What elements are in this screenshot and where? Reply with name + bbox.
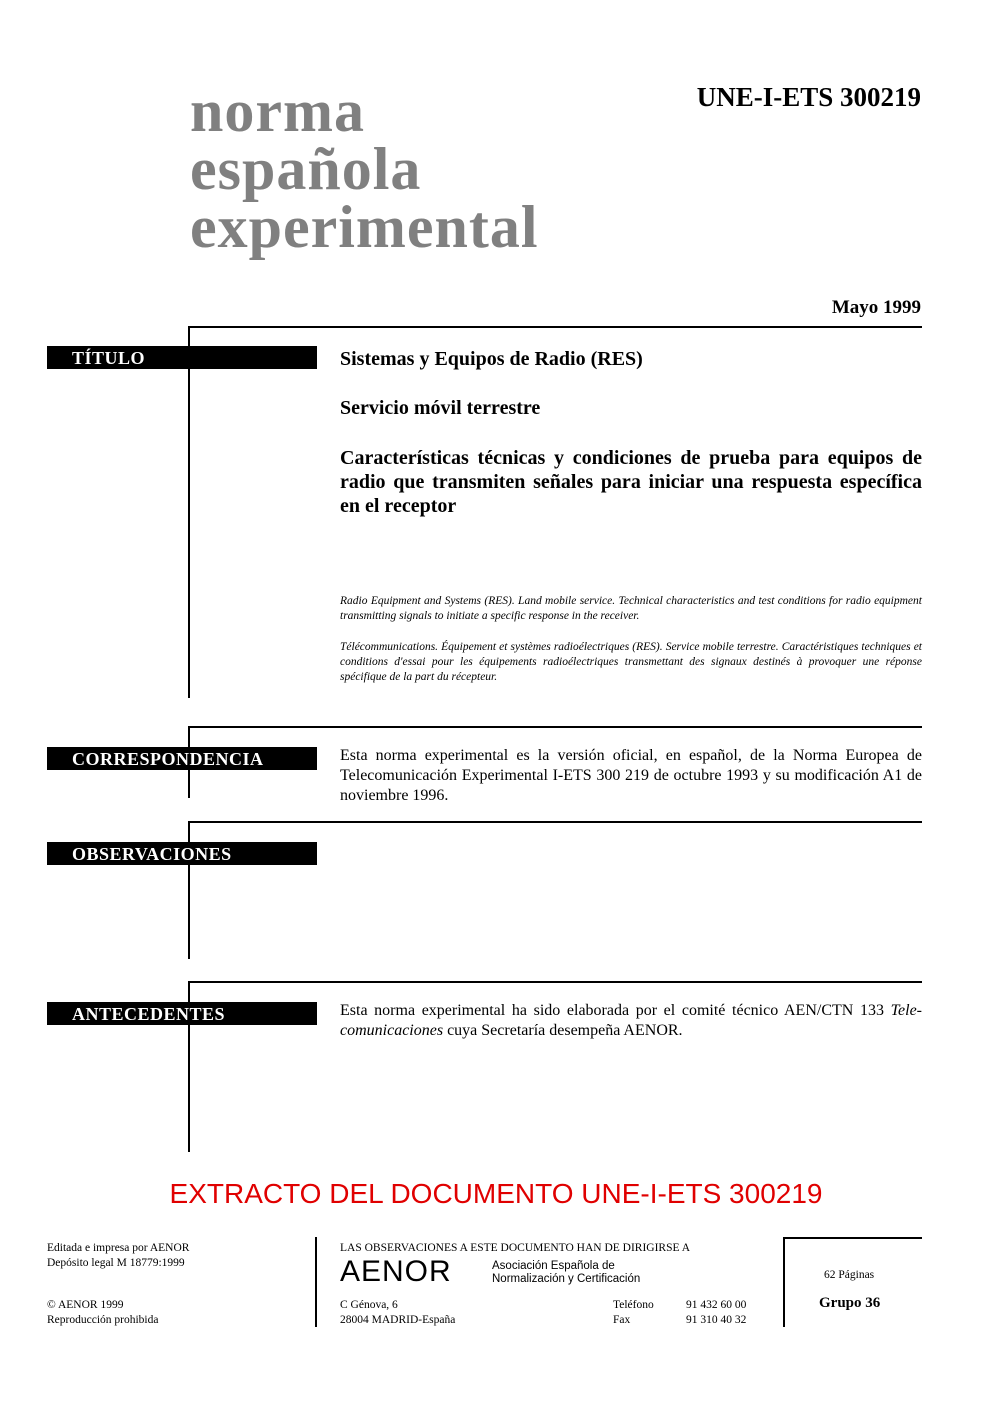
document-type-title <box>190 78 539 260</box>
title-spanish-line-3: Características técnicas y condiciones de prueba para equipos de radio que transmiten señales para iniciar una respuesta específica en el receptor <box>340 447 922 517</box>
aenor-full-name <box>492 1260 640 1286</box>
aenor-name-line-1: Asociación Española de <box>492 1260 615 1272</box>
title-line-1: norma <box>190 78 365 144</box>
section-divider <box>188 326 922 328</box>
observaciones-label: OBSERVACIONES <box>47 842 317 865</box>
title-english: Radio Equipment and Systems (RES). Land mobile service. Technical characteristics and test conditions for radio equipment transmitting signals to initiate a specific response in the receiver. <box>340 595 922 622</box>
correspondencia-label: CORRESPONDENCIA <box>47 747 317 770</box>
title-spanish-line-1: Sistemas y Equipos de Radio (RES) <box>340 348 643 370</box>
titulo-label: TÍTULO <box>47 346 317 369</box>
footer-reproduccion: Reproducción prohibida <box>47 1314 159 1326</box>
footer-copyright: © AENOR 1999 <box>47 1299 124 1311</box>
footer-fax-label: Fax <box>613 1314 631 1326</box>
footer-telefono-label: Teléfono <box>613 1299 654 1311</box>
footer-page-count: 62 Páginas <box>824 1269 875 1281</box>
section-divider <box>188 981 922 983</box>
footer-edited: Editada e impresa por AENOR <box>47 1242 190 1254</box>
correspondencia-text: Esta norma experimental es la versión oficial, en español, de la Norma Europea de Telecomunicación Experimental I-ETS 300 219 de octubre 1993 y su modificación A1 de noviembre 1996. <box>340 747 922 804</box>
antecedentes-text <box>340 1001 922 1041</box>
standard-code: UNE-I-ETS 300219 <box>696 82 921 112</box>
extract-watermark: EXTRACTO DEL DOCUMENTO UNE-I-ETS 300219 <box>169 1178 823 1209</box>
title-line-3: experimental <box>190 194 539 260</box>
footer-box-top <box>783 1237 922 1239</box>
antecedentes-committee-name: Tele-comunicaciones <box>340 1002 922 1039</box>
title-spanish-line-2: Servicio móvil terrestre <box>340 397 541 419</box>
section-vertical-line <box>188 326 190 698</box>
antecedentes-text-start: Esta norma experimental ha sido elaborada por el comité técnico AEN/CTN 133 <box>340 1002 891 1019</box>
footer-address-2: 28004 MADRID-España <box>340 1314 456 1326</box>
footer-telefono: 91 432 60 00 <box>686 1299 747 1311</box>
footer-divider-left <box>315 1237 317 1327</box>
footer-fax: 91 310 40 32 <box>686 1314 747 1326</box>
publication-date: Mayo 1999 <box>831 297 921 318</box>
aenor-logo: AENOR <box>340 1255 452 1288</box>
antecedentes-label: ANTECEDENTES <box>47 1002 317 1025</box>
title-french: Télécommunications. Équipement et systèmes radioélectriques (RES). Service mobile terrestre. Caractéristiques techniques et conditions d'essai pour les équipements radioélectriques transmettant des signaux destinés à provoquer une réponse spécifique de la part du récepteur. <box>340 641 922 683</box>
title-line-2: española <box>190 136 422 202</box>
aenor-name-line-2: Normalización y Certificación <box>492 1273 641 1285</box>
footer-grupo: Grupo 36 <box>819 1295 881 1311</box>
antecedentes-text-end: cuya Secretaría desempeña AENOR. <box>443 1022 683 1039</box>
footer-address-1: C Génova, 6 <box>340 1299 398 1311</box>
footer-deposito-legal: Depósito legal M 18779:1999 <box>47 1257 185 1269</box>
footer-observaciones-notice: LAS OBSERVACIONES A ESTE DOCUMENTO HAN DE DIRIGIRSE A <box>340 1242 691 1254</box>
section-divider <box>188 821 922 823</box>
section-divider <box>188 726 922 728</box>
footer-divider-right <box>783 1237 785 1327</box>
